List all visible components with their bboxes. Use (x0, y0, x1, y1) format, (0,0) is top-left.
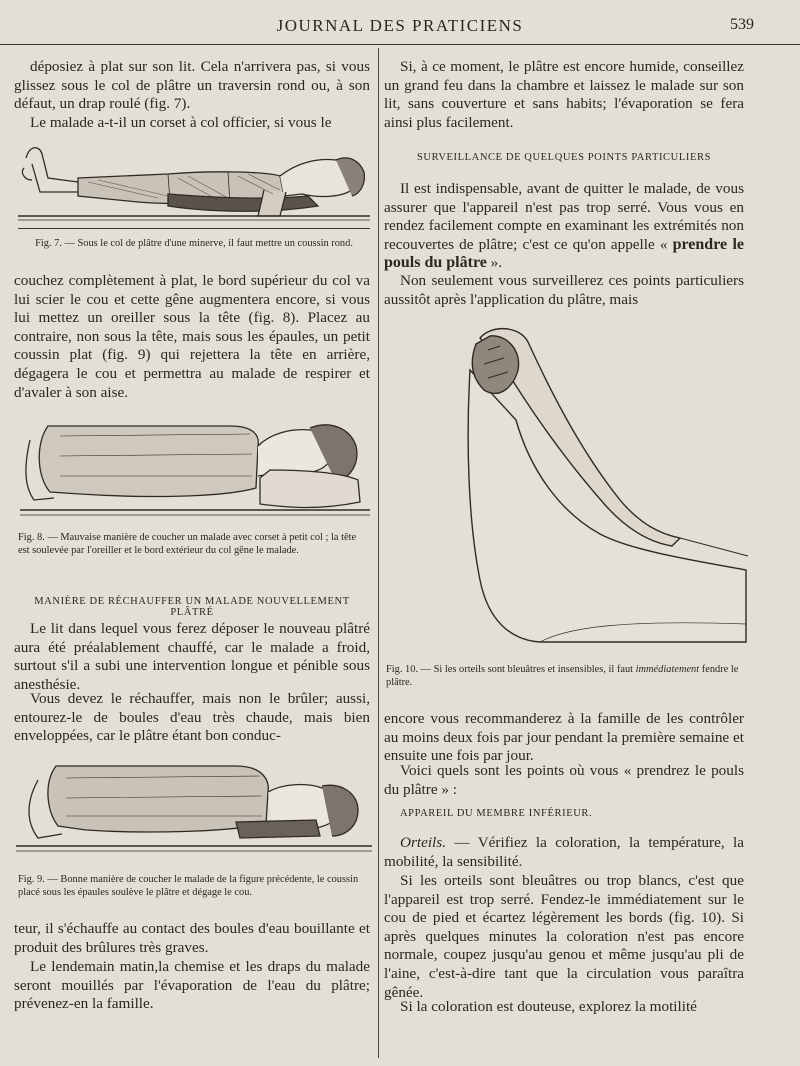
right-paragraph-2-start: Il est indispensable, avant de quitter le malade, de vous assurer que l'appareil n'est pas trop serré. Vous vous en rendez facilement compte en examinant les extrémités non recouvertes de plâtre; c'est ce qu'on appelle « (384, 180, 744, 253)
right-section-title: SURVEILLANCE DE QUELQUES POINTS PARTICULIERS (416, 152, 712, 163)
page-number: 539 (730, 16, 754, 33)
column-divider (378, 48, 379, 1058)
right-paragraph-7: Si les orteils sont bleuâtres ou trop blancs, c'est que l'appareil est trop serré. Fendez-le immédiatement sur le cou de pied et écartez légèrement les bords (fig. 10). Si après quelques minutes la coloration n'est pas encore normale, coupez jusqu'au genou et même jusqu'au pli de l'aine, c'est-à-dire tant que la circulation vous paraîtra gênée. (384, 872, 744, 1001)
figure-7-caption: Fig. 7. — Sous le col de plâtre d'une minerve, il faut mettre un coussin rond. (35, 238, 353, 249)
left-paragraph-7: Le lendemain matin,la chemise et les draps du malade seront mouillés par l'évaporation de l'eau du plâtre; prévenez-en la famille. (14, 958, 370, 1013)
figure-10-caption-end: fendre le plâtre. (386, 664, 739, 688)
right-paragraph-5: Voici quels sont les points où vous « prendrez le pouls du plâtre » : (384, 762, 744, 798)
left-section-title: MANIÈRE DE RÉCHAUFFER UN MALADE NOUVELLEMENT PLÂTRÉ (34, 596, 350, 618)
figure-7-rule (18, 228, 370, 229)
figure-7-illustration (18, 132, 370, 224)
orteils-label: Orteils. (400, 834, 446, 851)
figure-10-caption (386, 664, 744, 689)
figure-10 (430, 320, 750, 658)
figure-8-caption: Fig. 8. — Mauvaise manière de coucher un malade avec corset à petit col ; la tête est soulevée par l'oreiller et le bord extérieur du col gêne le malade. (18, 532, 357, 556)
right-paragraph-6-text: — Vérifiez la coloration, la température, la mobilité, la sensibilité. (384, 834, 744, 870)
figure-10-illustration (430, 320, 750, 658)
left-paragraph-6: teur, il s'échauffe au contact des boules d'eau bouillante et produit des brûlures très graves. (14, 920, 370, 956)
right-paragraph-2 (384, 180, 744, 273)
right-paragraph-1: Si, à ce moment, le plâtre est encore humide, conseillez un grand feu dans la chambre et laissez le malade sur son lit, sans couverture et sans habits; l'évaporation se fera ainsi plus facilement. (384, 58, 744, 131)
left-paragraph-3: couchez complètement à plat, le bord supérieur du col va lui scier le cou et cette gêne augmentera encore, si vous lui mettez un oreiller sous la tête (fig. 8). Placez au contraire, non sous la tête, mais sous les épaules, un petit coussin plat (fig. 9) qui rejettera la tête en arrière, dégagera le cou et permettra au malade de respirer et d'avaler à son aise. (14, 272, 370, 401)
left-paragraph-5: Vous devez le réchauffer, mais non le brûler; aussi, entourez-le de boules d'eau très chaude, mais bien enveloppées, car le plâtre étant bon conduc- (14, 690, 370, 745)
figure-8-illustration (20, 406, 370, 524)
figure-8 (20, 406, 370, 524)
right-paragraph-6 (384, 834, 744, 871)
figure-10-caption-start: Fig. 10. — Si les orteils sont bleuâtres et insensibles, il faut (386, 664, 634, 675)
figure-9 (16, 752, 372, 864)
right-paragraph-8: Si la coloration est douteuse, explorez la motilité (400, 998, 697, 1015)
left-paragraph-1: déposiez à plat sur son lit. Cela n'arrivera pas, si vous glissez sous le col de plâtre un traversin rond ou, à son défaut, un drap roulé (fig. 7). (14, 58, 370, 113)
figure-9-caption: Fig. 9. — Bonne manière de coucher le malade de la figure précédente, le coussin placé sous les épaules soulève le plâtre et dégage le cou. (18, 874, 359, 898)
left-paragraph-2: Le malade a-t-il un corset à col officier, si vous le (30, 114, 332, 131)
right-paragraph-4: encore vous recommanderez à la famille de les contrôler au moins deux fois par jour pendant la première semaine et ensuite une fois par jour. (384, 710, 744, 765)
left-paragraph-4: Le lit dans lequel vous ferez déposer le nouveau plâtré aura été préalablement chauffé, car le malade a froid, surtout s'il a subi une intervention longue et pénible sous anesthésie. (14, 620, 370, 693)
right-paragraph-3: Non seulement vous surveillerez ces points particuliers aussitôt après l'application du plâtre, mais (384, 272, 744, 308)
pouls-du-platre-emphasis: prendre le pouls du plâtre (384, 235, 744, 272)
figure-9-illustration (16, 752, 372, 864)
running-title: JOURNAL DES PRATICIENS (276, 16, 524, 35)
page-header (0, 14, 800, 45)
figure-7 (18, 132, 370, 224)
right-paragraph-2-end: ». (486, 254, 503, 272)
right-subsection-title: APPAREIL DU MEMBRE INFÉRIEUR. (400, 808, 593, 819)
figure-10-caption-italic: immédiatement (635, 664, 700, 675)
